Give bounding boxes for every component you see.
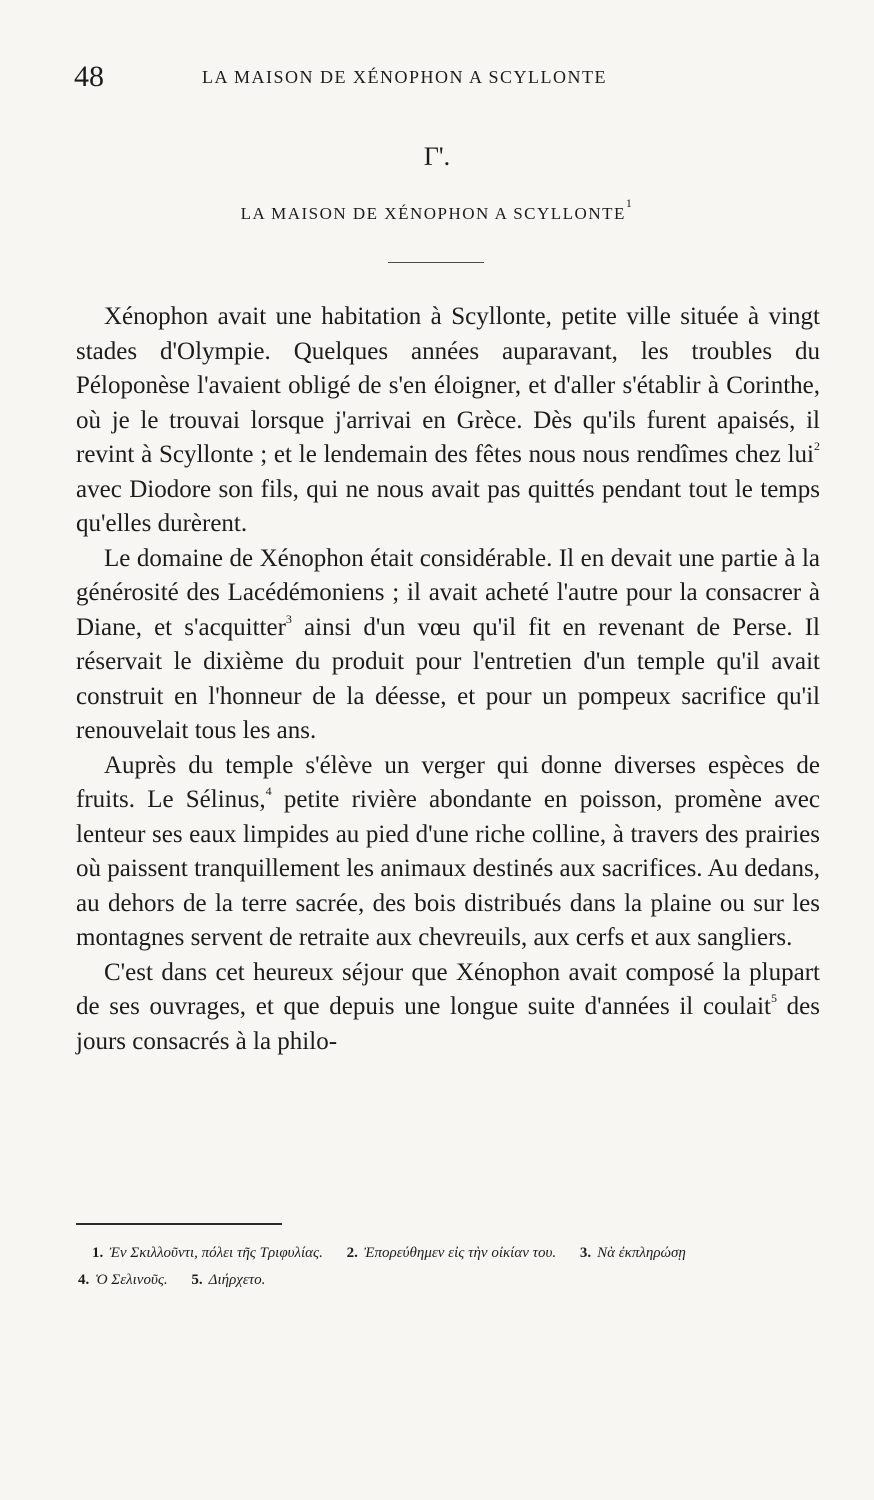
body-text (76, 300, 820, 1059)
footnote-number: 5. (191, 1272, 203, 1288)
footnote-text: Νὰ ἐκπληρώσῃ (597, 1245, 686, 1261)
paragraph-text: ainsi d'un vœu qu'il fit en revenant de Perse. Il réservait le dixième du produit pour l'entretien d'un temple qu'il avait construit en l'honneur de la déesse, et pour un pompeux sacrifice qu'il renouvelait tous les ans. (76, 613, 820, 744)
paragraph-text: Auprès du temple s'élève un verger qui donne diverses espèces de fruits. Le Sélinus, (76, 751, 820, 813)
paragraph-text: des jours consacrés à la philo- (76, 993, 821, 1055)
footnote-ref: 3 (285, 611, 292, 626)
paragraph (76, 542, 820, 749)
footnotes (78, 1240, 832, 1294)
footnote-divider (76, 1223, 282, 1225)
footnote-number: 3. (579, 1245, 592, 1261)
footnote-text: Ἐπορεύθημεν εἰς τὴν οἰκίαν του. (363, 1245, 557, 1261)
footnote-ref: 1 (625, 196, 634, 210)
page-number: 48 (74, 60, 104, 93)
footnote-text: Ὁ Σελινοῦς. (95, 1272, 168, 1288)
paragraph-text: Xénophon avait une habitation à Scyllonte, petite ville située à vingt stades d'Olympie. Quelques années auparavant, les troubles du Péloponèse l'avaient obligé de s'en éloigner, et d'aller s'établir à Corinthe, où je le trouvai lorsque j'arrivai en Grèce. Dès qu'ils furent apaisés, il revint à Scyllonte ; et le lendemain des fêtes nous nous rendîmes chez lui (76, 303, 820, 468)
footnote-ref: 4 (265, 784, 272, 798)
chapter-title (0, 196, 874, 228)
footnote-number: 4. (78, 1272, 90, 1288)
paragraph-text: Le domaine de Xénophon était considérable. Il en devait une partie à la générosité des Lacédémoniens ; il avait acheté l'autre pour la consacrer à Diane, et s'acquitter (76, 544, 820, 641)
footnote-number: 2. (346, 1245, 358, 1261)
footnote-ref: 2 (814, 439, 820, 453)
paragraph-text: C'est dans cet heureux séjour que Xénophon avait composé la plupart de ses ouvrages, et que depuis une longue suite d'années il coulait (76, 958, 820, 1020)
footnote-line (78, 1267, 832, 1294)
footnote-ref: 5 (770, 991, 777, 1005)
running-title: LA MAISON DE XÉNOPHON A SCYLLONTE (202, 67, 608, 87)
paragraph (76, 749, 820, 956)
footnote-text: Ἐν Σκιλλοῦντι, πόλει τῆς Τριφυλίας. (109, 1245, 323, 1261)
chapter-title-text: LA MAISON DE XÉNOPHON A SCYLLONTE (240, 204, 626, 223)
title-divider (388, 262, 484, 263)
paragraph (76, 956, 820, 1060)
running-head (74, 60, 814, 94)
paragraph (76, 300, 820, 542)
footnote-line (92, 1240, 832, 1267)
footnote-text: Διήρχετο. (208, 1272, 266, 1288)
footnote-number: 1. (92, 1245, 104, 1261)
paragraph-text: petite rivière abondante en poisson, promène avec lenteur ses eaux limpides au pied d'une riche colline, à travers des prairies où paissent tranquillement les animaux destinés aux sacrifices. Au dedans, au dehors de la terre sacrée, des bois distribués dans la plaine ou sur les montagnes servent de retraite aux chevreuils, aux cerfs et aux sangliers. (76, 786, 820, 951)
section-letter: Γ'. (423, 142, 451, 171)
paragraph-text: avec Diodore son fils, qui ne nous avait pas quittés pendant tout le temps qu'elles durèrent. (76, 475, 820, 537)
